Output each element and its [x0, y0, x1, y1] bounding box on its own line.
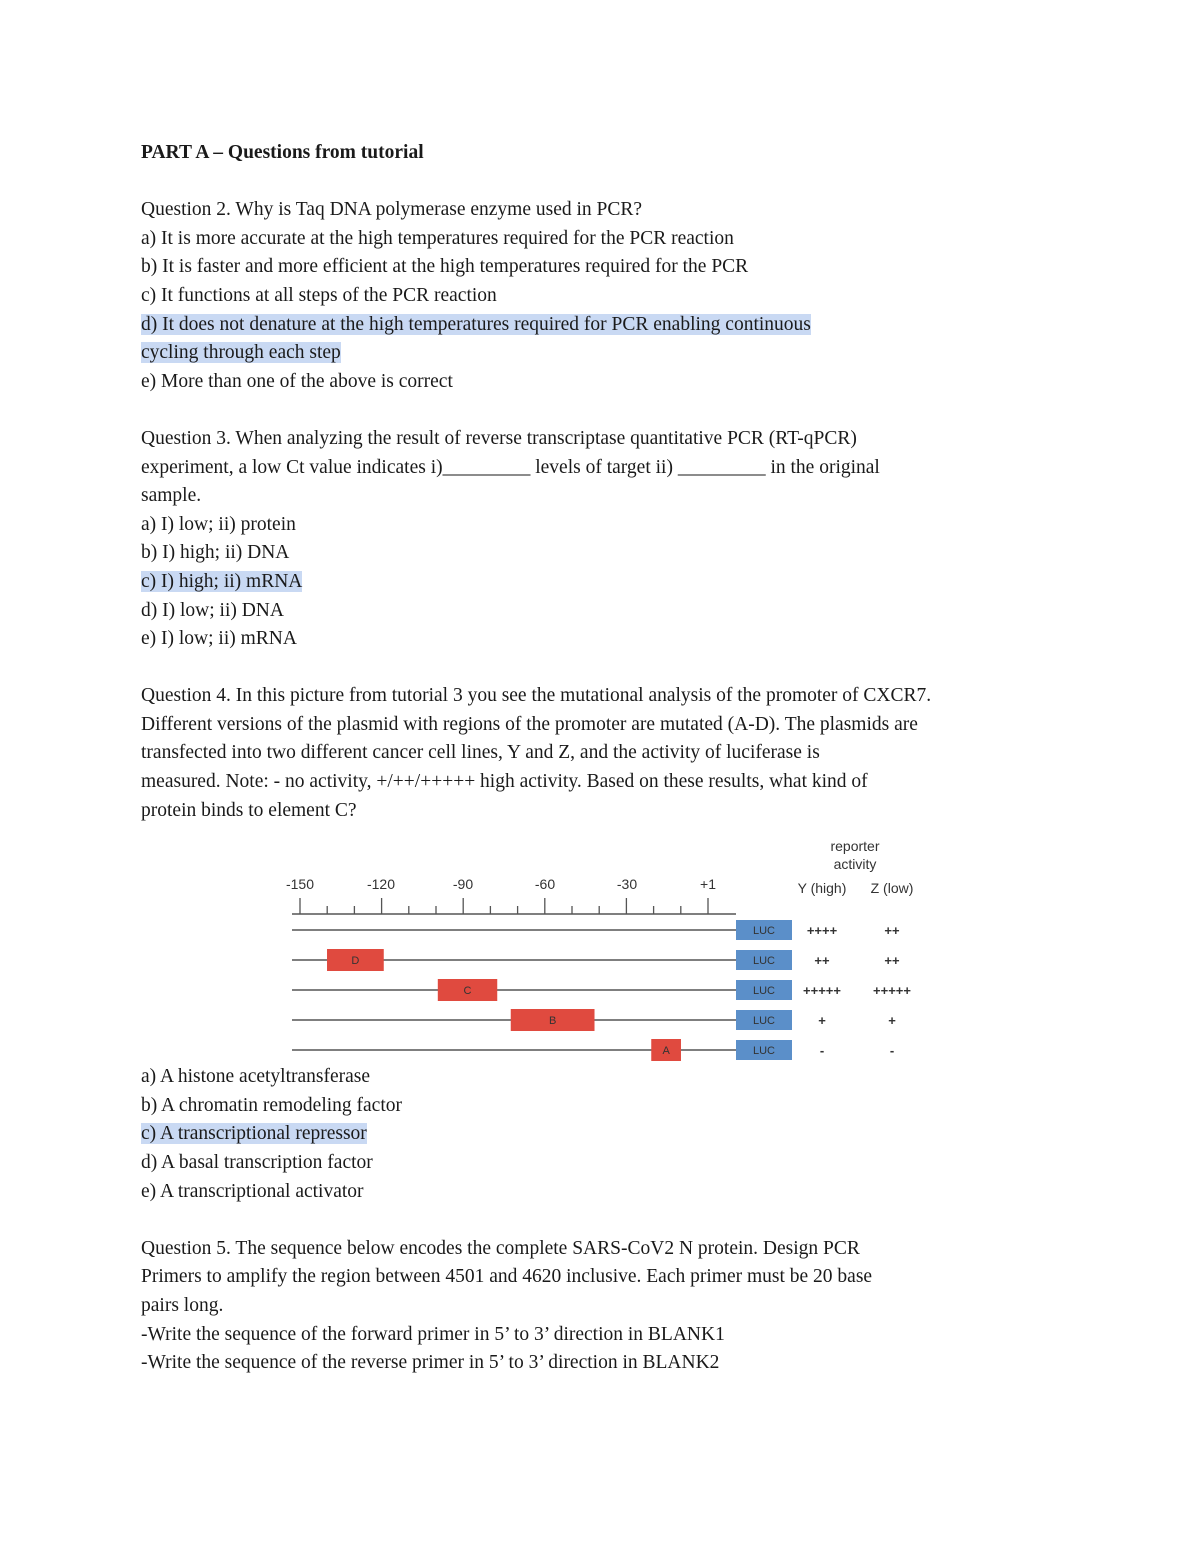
q4-stem-4: measured. Note: - no activity, +/++/+++++ high activity. Based on these results, what kind of	[141, 771, 868, 793]
element-label: B	[548, 1015, 557, 1028]
tick-label: -120	[366, 876, 396, 893]
column-z-header: Z (low)	[870, 880, 914, 897]
q4-option-a: a) A histone acetyltransferase	[141, 1066, 371, 1088]
activity-y: -	[819, 1043, 825, 1059]
q5-stem-2: Primers to amplify the region between 4501 and 4620 inclusive. Each primer must be 20 base	[141, 1266, 873, 1288]
q4-option-e: e) A transcriptional activator	[141, 1180, 364, 1202]
q2-option-e: e) More than one of the above is correct	[141, 370, 453, 392]
column-y-header: Y (high)	[797, 880, 847, 897]
q3-stem-2: experiment, a low Ct value indicates i)_________ levels of target ii) _________ in the original	[141, 456, 880, 478]
q5-instruction-2: -Write the sequence of the reverse primer in 5’ to 3’ direction in BLANK2	[141, 1352, 720, 1374]
position-ruler	[292, 898, 736, 914]
q3-option-b: b) I) high; ii) DNA	[141, 542, 290, 564]
activity-z: +++++	[873, 983, 911, 999]
q3-stem-3: sample.	[141, 485, 202, 507]
q5-stem-3: pairs long.	[141, 1295, 224, 1316]
activity-y: ++	[814, 953, 830, 969]
page-heading: PART A – Questions from tutorial	[141, 142, 424, 163]
activity-z: ++	[884, 923, 900, 939]
q5-stem-1: Question 5. The sequence below encodes the complete SARS-CoV2 N protein. Design PCR	[141, 1237, 860, 1259]
tick-label: -60	[534, 876, 556, 893]
activity-y: +++++	[803, 983, 841, 999]
q4-option-c-highlighted: c) A transcriptional repressor	[141, 1123, 367, 1145]
reporter-header-2: activity	[833, 856, 877, 873]
construct-rows	[292, 920, 911, 1061]
q4-stem-3: transfected into two different cancer cell lines, Y and Z, and the activity of luciferase is	[141, 742, 820, 764]
luc-label: LUC	[752, 1045, 776, 1058]
q3-option-c-highlighted: c) I) high; ii) mRNA	[141, 570, 303, 592]
q2-option-a: a) It is more accurate at the high temperatures required for the PCR reaction	[141, 227, 734, 249]
element-label: A	[662, 1045, 670, 1058]
q2-option-c: c) It functions at all steps of the PCR reaction	[141, 284, 497, 306]
q3-option-a: a) I) low; ii) protein	[141, 513, 296, 535]
q3-option-d: d) I) low; ii) DNA	[141, 599, 284, 621]
activity-z: ++	[884, 953, 900, 969]
activity-z: +	[888, 1013, 896, 1029]
promoter-mutation-figure	[281, 827, 941, 1063]
q4-stem-5: protein binds to element C?	[141, 799, 357, 821]
q4-stem-1: Question 4. In this picture from tutorial 3 you see the mutational analysis of the promoter of CXCR7.	[141, 685, 932, 707]
luc-label: LUC	[752, 985, 776, 998]
tick-label: -30	[616, 876, 638, 893]
luc-label: LUC	[752, 1015, 776, 1028]
promoter-figure-svg	[281, 827, 941, 1063]
element-label: C	[463, 985, 472, 998]
luc-label: LUC	[752, 925, 776, 938]
q2-option-d-highlighted: d) It does not denature at the high temperatures required for PCR enabling continuous	[141, 313, 811, 335]
activity-y: +	[818, 1013, 826, 1029]
activity-z: -	[889, 1043, 895, 1059]
luc-label: LUC	[752, 955, 776, 968]
document-page	[141, 139, 1041, 1378]
tick-label: +1	[700, 876, 716, 893]
q3-stem-1: Question 3. When analyzing the result of reverse transcriptase quantitative PCR (RT-qPCR)	[141, 427, 857, 449]
q2-stem: Question 2. Why is Taq DNA polymerase enzyme used in PCR?	[141, 199, 643, 221]
reporter-header-1: reporter	[830, 838, 880, 855]
tick-label: -150	[285, 876, 315, 893]
q5-instruction-1: -Write the sequence of the forward primer in 5’ to 3’ direction in BLANK1	[141, 1323, 725, 1345]
q4-stem-2: Different versions of the plasmid with regions of the promoter are mutated (A-D). The plasmids are	[141, 713, 918, 735]
q2-option-d-continued: cycling through each step	[141, 342, 341, 364]
element-label: D	[351, 955, 360, 968]
q4-option-d: d) A basal transcription factor	[141, 1152, 373, 1174]
tick-label: -90	[452, 876, 474, 893]
q2-option-b: b) It is faster and more efficient at the high temperatures required for the PCR	[141, 256, 749, 278]
q4-option-b: b) A chromatin remodeling factor	[141, 1094, 403, 1116]
activity-y: ++++	[806, 923, 838, 939]
q3-option-e: e) I) low; ii) mRNA	[141, 628, 297, 650]
